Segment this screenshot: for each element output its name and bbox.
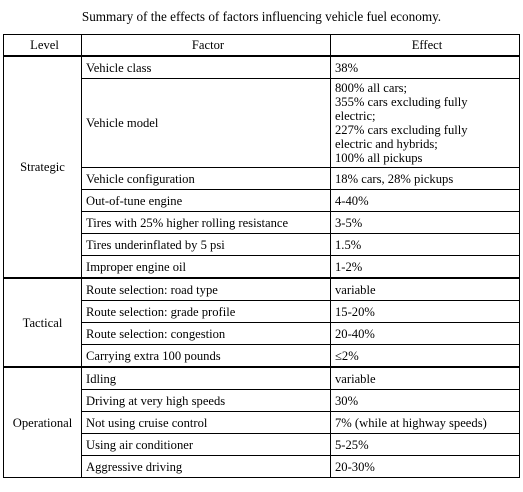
header-row [4,35,520,57]
table-row [4,390,520,412]
effect-cell: 3-5% [331,212,520,234]
table-row [4,412,520,434]
effect-cell: 4-40% [331,190,520,212]
factor-cell: Vehicle class [82,56,331,79]
factor-cell: Route selection: congestion [82,323,331,345]
factor-cell: Using air conditioner [82,434,331,456]
effect-line: electric; [335,109,376,123]
effect-cell: 7% (while at highway speeds) [331,412,520,434]
effect-cell: variable [331,278,520,301]
table-row [4,301,520,323]
header-factor: Factor [82,35,331,57]
factor-cell: Out-of-tune engine [82,190,331,212]
table-row [4,190,520,212]
header-level: Level [4,35,82,57]
table-row [4,323,520,345]
effect-line: 227% cars excluding fully [335,123,468,137]
table-row [4,434,520,456]
factor-cell: Route selection: grade profile [82,301,331,323]
table-row [4,79,520,168]
effect-cell-multiline [331,79,520,168]
header-effect: Effect [331,35,520,57]
effect-cell: 5-25% [331,434,520,456]
factor-cell: Carrying extra 100 pounds [82,345,331,368]
table-row [4,212,520,234]
effect-cell: 1-2% [331,256,520,279]
factor-cell: Route selection: road type [82,278,331,301]
factor-cell: Tires underinflated by 5 psi [82,234,331,256]
effect-cell: 1.5% [331,234,520,256]
table-row [4,456,520,478]
effect-line: electric and hybrids; [335,137,438,151]
factor-cell: Vehicle configuration [82,168,331,190]
table-row [4,256,520,279]
factor-cell: Tires with 25% higher rolling resistance [82,212,331,234]
table-caption: Summary of the effects of factors influencing vehicle fuel economy. [81,9,442,24]
table-row [4,278,520,301]
effect-cell: 15-20% [331,301,520,323]
effect-cell: 20-30% [331,456,520,478]
level-cell-tactical: Tactical [4,278,82,367]
factor-cell: Idling [82,367,331,390]
effect-cell: 20-40% [331,323,520,345]
table-row [4,56,520,79]
level-cell-strategic: Strategic [4,56,82,278]
effect-cell: 30% [331,390,520,412]
level-cell-operational: Operational [4,367,82,478]
effect-line: 800% all cars; [335,81,408,95]
table-row [4,234,520,256]
effect-cell: 18% cars, 28% pickups [331,168,520,190]
fuel-economy-factors-table [3,34,520,478]
effect-cell: ≤2% [331,345,520,368]
factor-cell: Not using cruise control [82,412,331,434]
effect-line: 355% cars excluding fully [335,95,468,109]
factor-cell: Vehicle model [82,79,331,168]
effect-cell: 38% [331,56,520,79]
table-row [4,367,520,390]
effect-cell: variable [331,367,520,390]
factor-cell: Improper engine oil [82,256,331,279]
effect-line: 100% all pickups [335,151,423,165]
factor-cell: Aggressive driving [82,456,331,478]
table-row [4,168,520,190]
factor-cell: Driving at very high speeds [82,390,331,412]
table-row [4,345,520,368]
